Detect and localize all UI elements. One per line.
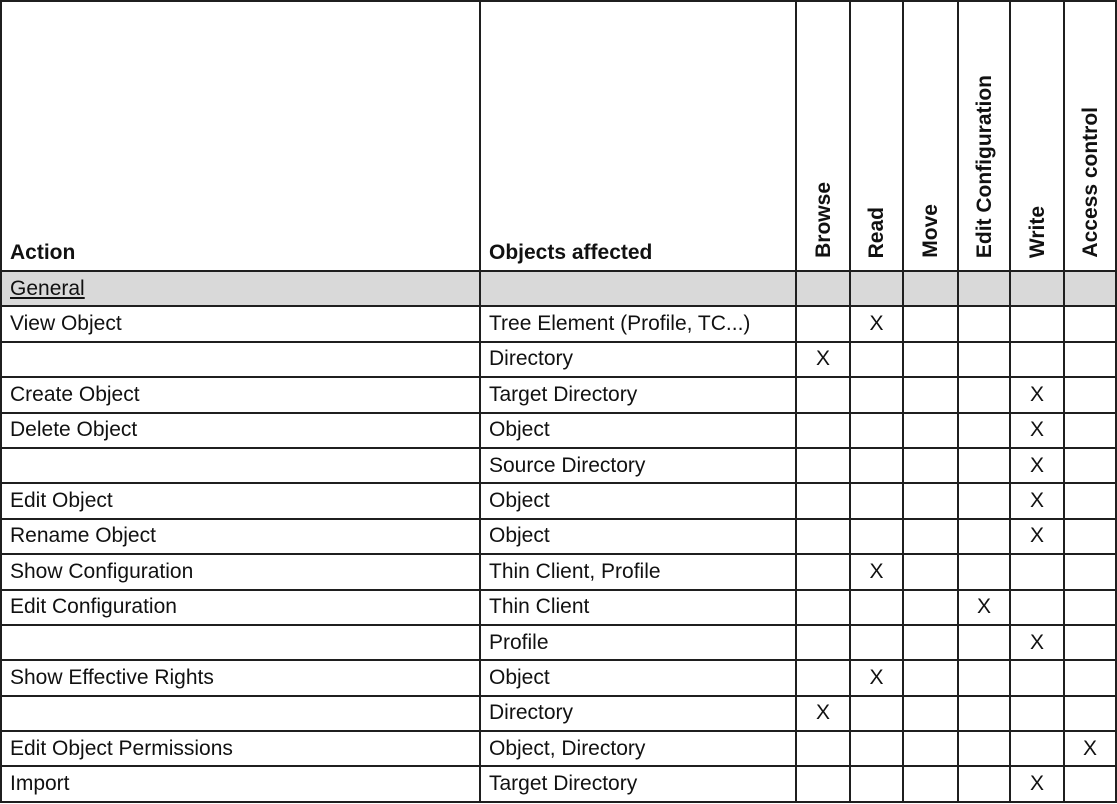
section-header-label: General <box>10 276 85 300</box>
column-header-browse-label: Browse <box>811 182 835 258</box>
action-cell: View Object <box>1 306 480 341</box>
objects-affected-cell: Thin Client, Profile <box>480 554 796 589</box>
permission-mark-cell-browse <box>796 483 850 518</box>
permission-mark-cell-move <box>903 554 958 589</box>
permission-mark-cell-edit-configuration <box>958 766 1010 801</box>
permission-mark-cell-write: X <box>1010 519 1064 554</box>
table-row <box>1 696 1116 731</box>
table-row <box>1 766 1116 801</box>
header-row <box>1 1 1116 271</box>
column-header-read <box>850 1 903 271</box>
permission-mark-cell-access-control <box>1064 306 1116 341</box>
permission-mark-cell-read <box>850 625 903 660</box>
permission-mark-cell-write <box>1010 696 1064 731</box>
permission-mark-cell-access-control <box>1064 660 1116 695</box>
permission-mark-cell-browse <box>796 554 850 589</box>
objects-affected-cell: Directory <box>480 696 796 731</box>
action-cell <box>1 448 480 483</box>
permission-mark-cell-write: X <box>1010 483 1064 518</box>
permission-mark-cell-read: X <box>850 660 903 695</box>
permission-mark-cell-access-control <box>1064 342 1116 377</box>
action-cell: Show Effective Rights <box>1 660 480 695</box>
permission-mark-cell-read: X <box>850 554 903 589</box>
table-row <box>1 554 1116 589</box>
permission-mark-cell-edit-configuration <box>958 519 1010 554</box>
permission-mark-cell-read <box>850 731 903 766</box>
permission-mark-cell-move <box>903 483 958 518</box>
section-empty-cell <box>1010 271 1064 306</box>
objects-affected-cell: Source Directory <box>480 448 796 483</box>
column-header-browse <box>796 1 850 271</box>
objects-affected-cell: Object <box>480 483 796 518</box>
column-header-access-control <box>1064 1 1116 271</box>
permission-mark-cell-read: X <box>850 306 903 341</box>
permission-mark-cell-write <box>1010 590 1064 625</box>
permission-mark-cell-edit-configuration <box>958 413 1010 448</box>
permission-mark-cell-browse <box>796 413 850 448</box>
action-cell: Edit Object <box>1 483 480 518</box>
permission-mark-cell-access-control <box>1064 483 1116 518</box>
section-empty-cell <box>958 271 1010 306</box>
permission-mark-cell-browse <box>796 625 850 660</box>
table-row <box>1 377 1116 412</box>
permission-mark-cell-move <box>903 377 958 412</box>
permission-mark-cell-browse <box>796 660 850 695</box>
permission-mark-cell-write: X <box>1010 413 1064 448</box>
permission-mark-cell-browse <box>796 306 850 341</box>
column-header-write-label: Write <box>1025 205 1049 258</box>
permission-mark-cell-move <box>903 413 958 448</box>
permission-mark-cell-access-control <box>1064 766 1116 801</box>
permission-mark-cell-read <box>850 766 903 801</box>
permission-mark-cell-access-control <box>1064 625 1116 660</box>
section-empty-cell <box>850 271 903 306</box>
permission-mark-cell-access-control <box>1064 590 1116 625</box>
permission-mark-cell-edit-configuration <box>958 696 1010 731</box>
objects-affected-cell: Object <box>480 660 796 695</box>
permission-mark-cell-browse <box>796 519 850 554</box>
permission-mark-cell-write: X <box>1010 625 1064 660</box>
table-row <box>1 483 1116 518</box>
permission-mark-cell-access-control: X <box>1064 731 1116 766</box>
permission-mark-cell-access-control <box>1064 696 1116 731</box>
permission-mark-cell-read <box>850 448 903 483</box>
column-header-edit-configuration <box>958 1 1010 271</box>
objects-affected-cell: Object <box>480 519 796 554</box>
permission-mark-cell-write <box>1010 342 1064 377</box>
permission-mark-cell-edit-configuration <box>958 342 1010 377</box>
permission-mark-cell-move <box>903 519 958 554</box>
permission-mark-cell-browse: X <box>796 696 850 731</box>
permission-mark-cell-access-control <box>1064 554 1116 589</box>
column-header-objects-affected: Objects affected <box>480 1 796 271</box>
permission-mark-cell-access-control <box>1064 519 1116 554</box>
permission-mark-cell-write <box>1010 660 1064 695</box>
section-row-general <box>1 271 1116 306</box>
objects-affected-cell: Object, Directory <box>480 731 796 766</box>
permission-mark-cell-edit-configuration <box>958 731 1010 766</box>
permission-mark-cell-read <box>850 413 903 448</box>
column-header-move-label: Move <box>919 204 942 258</box>
objects-affected-cell: Object <box>480 413 796 448</box>
permission-mark-cell-read <box>850 590 903 625</box>
permission-mark-cell-move <box>903 448 958 483</box>
table-row <box>1 342 1116 377</box>
permission-mark-cell-write: X <box>1010 377 1064 412</box>
action-cell <box>1 342 480 377</box>
table-row <box>1 660 1116 695</box>
action-cell: Delete Object <box>1 413 480 448</box>
permission-mark-cell-read <box>850 377 903 412</box>
permission-mark-cell-browse <box>796 731 850 766</box>
permission-mark-cell-browse <box>796 448 850 483</box>
permission-mark-cell-write <box>1010 731 1064 766</box>
permission-mark-cell-read <box>850 342 903 377</box>
permission-mark-cell-write <box>1010 554 1064 589</box>
action-cell: Create Object <box>1 377 480 412</box>
column-header-action: Action <box>1 1 480 271</box>
action-cell: Edit Object Permissions <box>1 731 480 766</box>
action-cell: Rename Object <box>1 519 480 554</box>
table-row <box>1 590 1116 625</box>
section-empty-cell <box>480 271 796 306</box>
permission-mark-cell-move <box>903 731 958 766</box>
action-cell <box>1 696 480 731</box>
permission-mark-cell-access-control <box>1064 413 1116 448</box>
column-header-edit-configuration-label: Edit Configuration <box>972 74 996 258</box>
column-header-access-control-label: Access control <box>1078 107 1102 258</box>
permission-mark-cell-edit-configuration <box>958 625 1010 660</box>
section-empty-cell <box>1064 271 1116 306</box>
permission-mark-cell-move <box>903 766 958 801</box>
permission-mark-cell-edit-configuration <box>958 554 1010 589</box>
section-empty-cell <box>903 271 958 306</box>
permission-mark-cell-write <box>1010 306 1064 341</box>
objects-affected-cell: Target Directory <box>480 377 796 412</box>
table-row <box>1 413 1116 448</box>
column-header-write <box>1010 1 1064 271</box>
permission-mark-cell-read <box>850 519 903 554</box>
permission-mark-cell-read <box>850 696 903 731</box>
table-row <box>1 448 1116 483</box>
action-cell: Show Configuration <box>1 554 480 589</box>
permission-mark-cell-move <box>903 306 958 341</box>
objects-affected-cell: Thin Client <box>480 590 796 625</box>
column-header-read-label: Read <box>865 206 888 258</box>
permission-mark-cell-move <box>903 590 958 625</box>
permission-mark-cell-edit-configuration <box>958 660 1010 695</box>
action-cell: Edit Configuration <box>1 590 480 625</box>
action-cell: Import <box>1 766 480 801</box>
permission-mark-cell-edit-configuration <box>958 306 1010 341</box>
permission-mark-cell-edit-configuration <box>958 448 1010 483</box>
permission-mark-cell-browse: X <box>796 342 850 377</box>
permission-mark-cell-edit-configuration <box>958 483 1010 518</box>
permission-mark-cell-edit-configuration <box>958 377 1010 412</box>
permission-mark-cell-write: X <box>1010 448 1064 483</box>
section-header-cell <box>1 271 480 306</box>
permission-mark-cell-write: X <box>1010 766 1064 801</box>
table-row <box>1 306 1116 341</box>
permission-mark-cell-move <box>903 625 958 660</box>
column-header-move <box>903 1 958 271</box>
objects-affected-cell: Tree Element (Profile, TC...) <box>480 306 796 341</box>
permission-mark-cell-edit-configuration: X <box>958 590 1010 625</box>
permission-mark-cell-browse <box>796 377 850 412</box>
action-cell <box>1 625 480 660</box>
permission-mark-cell-move <box>903 696 958 731</box>
permission-mark-cell-move <box>903 660 958 695</box>
permission-mark-cell-access-control <box>1064 377 1116 412</box>
permission-mark-cell-read <box>850 483 903 518</box>
permission-mark-cell-access-control <box>1064 448 1116 483</box>
permission-mark-cell-browse <box>796 590 850 625</box>
permission-mark-cell-move <box>903 342 958 377</box>
table-row <box>1 519 1116 554</box>
objects-affected-cell: Profile <box>480 625 796 660</box>
table-row <box>1 625 1116 660</box>
permission-mark-cell-browse <box>796 766 850 801</box>
section-empty-cell <box>796 271 850 306</box>
table-row <box>1 731 1116 766</box>
objects-affected-cell: Target Directory <box>480 766 796 801</box>
objects-affected-cell: Directory <box>480 342 796 377</box>
